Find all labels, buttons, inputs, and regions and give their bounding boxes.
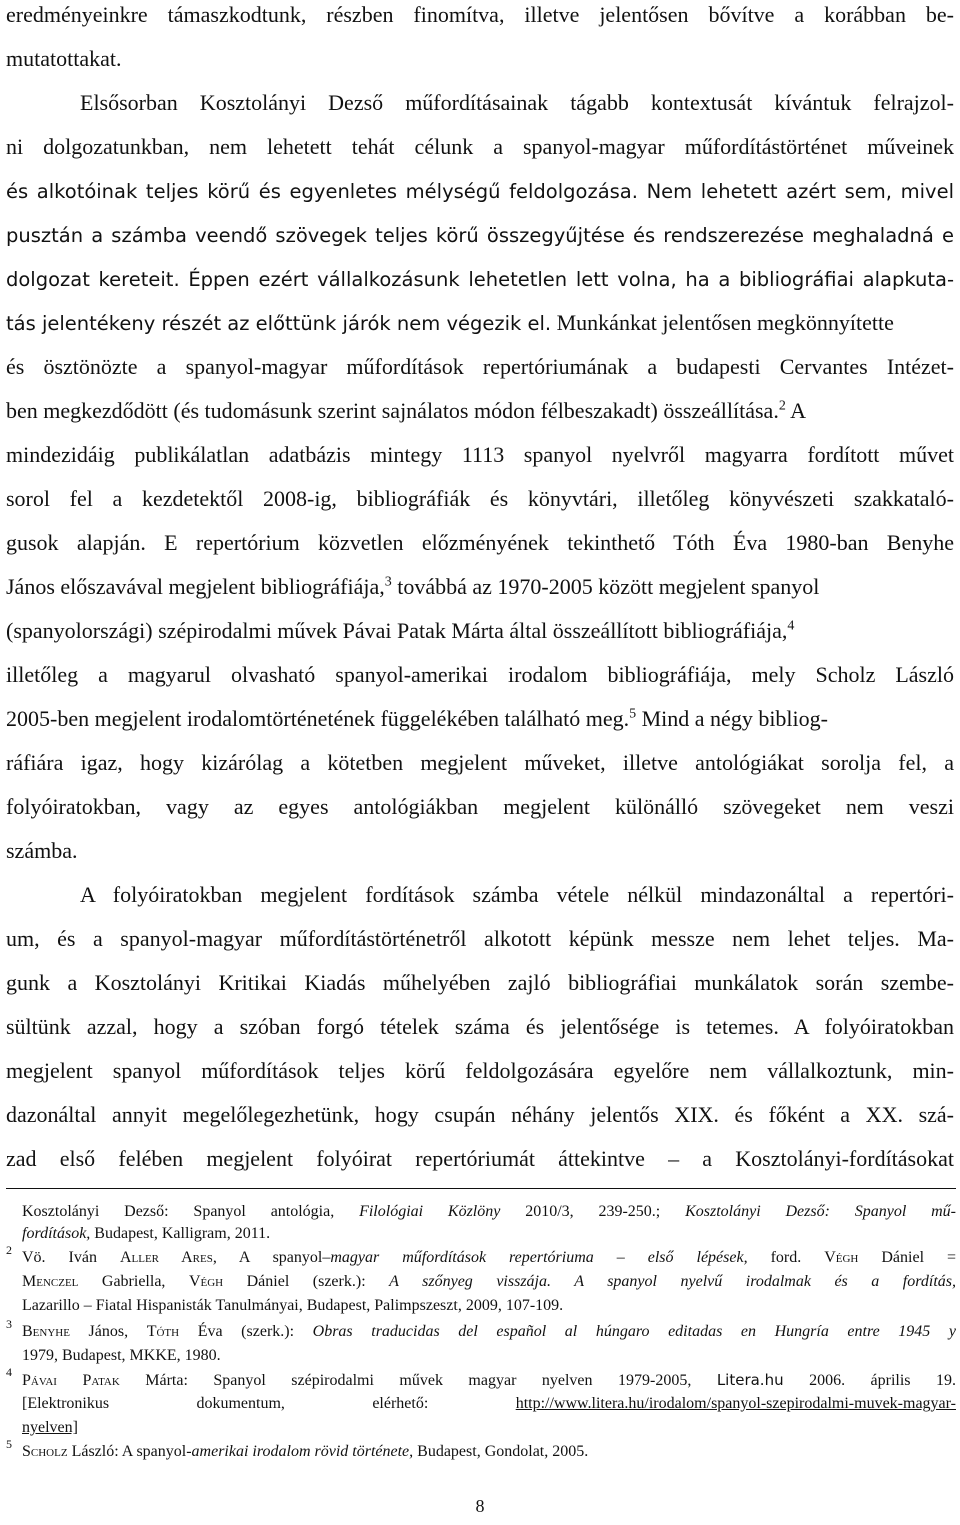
text: mutatottakat. [6,46,122,71]
text-line [6,1056,954,1100]
text: Pávai Patak [22,1372,120,1389]
text: 1979, Budapest, MKKE, 1980. [22,1347,221,1364]
footnote-line [22,1202,956,1224]
footnote-number: 4 [6,1365,12,1379]
text: [Elektronikus dokumentum, elérhető: [22,1395,516,1412]
text: -amerikai irodalom rövid története, [186,1443,414,1460]
text: mindezidáig publikálatlan adatbázis mintegy 1113 spanyol nyelvről magyarra fordított művet [6,442,954,467]
footnote-number: 3 [6,1317,12,1331]
text: gusok alapján. E repertórium közvetlen előzményének tekinthető Tóth Éva 1980-ban Benyhe [6,530,954,555]
text-line [6,1144,954,1188]
text: Tóth [146,1323,180,1340]
text: Litera.hu [716,1371,784,1389]
text: tás jelentékeny részét az előttünk járók nem végezik el. [6,312,552,335]
text-line [6,1012,954,1056]
text-line [6,132,954,176]
text: Munkánkat jelentősen megkönnyítette [551,310,894,335]
footnote-number: 2 [6,1243,12,1257]
text: Obras traducidas del español al húngaro editadas en Hungría entre 1945 y [312,1323,957,1340]
text-line [6,572,954,616]
text: számba. [6,838,78,863]
text: gunk a Kosztolányi Kritikai Kiadás műhelyében zajló bibliográfiai munkálatok során szembe- [6,970,954,995]
text: Dániel (szerk.): [223,1273,390,1290]
text-line [6,1100,954,1144]
text: A folyóiratokban megjelent fordítások számba vétele nélkül mindazonáltal a repertóri- [80,882,954,907]
text: Márta: Spanyol szépirodalmi művek magyar nyelven 1979-2005, [119,1372,717,1389]
text: –magyar műfordítások repertóriuma – első lépések, [322,1249,748,1266]
text-line [6,440,954,484]
text: folyóiratokban, vagy az egyes antológiákban megjelent különálló szövegeket nem veszi [6,794,954,819]
text: Budapest, Gondolat, 2005. [413,1443,589,1460]
text: Vö. Iván [22,1249,120,1266]
text-line [6,308,954,352]
text-line [6,704,954,748]
text: 2006. április 19. [783,1372,957,1389]
text-line [6,924,954,968]
text: , A spanyol [212,1249,323,1266]
text: László: A spanyol [67,1443,187,1460]
page-number: 8 [475,1496,485,1516]
text: Végh [824,1249,859,1266]
text: ford. [747,1249,825,1266]
text: ben megkezdődött (és tudomásunk szerint sajnálatos módon félbeszakadt) összeállítása. [6,398,779,423]
footnote-line [22,1442,956,1464]
text: Dániel = [858,1249,957,1266]
text: A [785,398,807,423]
text: és alkotóinak teljes körű és egyenletes mélységű feldolgozása. [6,180,638,203]
footnote-line [22,1248,956,1270]
text: dazonáltal annyit megelőlegezhetünk, hogy csupán néhány jelentős XIX. és főként a XX. szá- [6,1102,954,1127]
text-line [6,968,954,1012]
source-link[interactable]: http://www.litera.hu/irodalom/spanyol-szepirodalmi-muvek-magyar- [515,1395,956,1412]
text: A szőnyeg visszája. A spanyol nyelvű irodalmak és a fordítás, [389,1273,956,1290]
footnote-line [22,1418,956,1440]
text-line [6,44,954,88]
footnote-marker: 2 [778,398,786,414]
footnote-line [22,1346,956,1368]
text-line [6,792,954,836]
footnote-line [22,1322,956,1344]
text: Mind a négy bibliog- [636,706,828,731]
text-line [6,0,954,44]
footnote-line [22,1370,956,1392]
text: eredményeinkre támaszkodtunk, részben finomítva, illetve jelentősen bővítve a korábban be- [6,2,954,27]
text: zad első felében megjelent folyóirat repertóriumát áttekintve – a Kosztolányi-fordításokat [6,1146,954,1171]
text-line [6,264,954,308]
footnote-number: 5 [6,1437,12,1451]
text: um, és a spanyol-magyar műfordítástörténetről alkotott képünk messze nem lehet teljes. Ma- [6,926,954,951]
text: Filológiai Közlöny [359,1203,501,1220]
text: ni dolgozatunkban, nem lehetett tehát célunk a spanyol-magyar műfordítástörténet műveinek [6,134,954,159]
text: 2010/3, 239-250.; [500,1203,686,1220]
text: Scholz [22,1443,68,1460]
text: dolgozat kereteit. [6,268,180,291]
text-line [6,528,954,572]
footnote-marker: 4 [787,618,795,634]
text-line [6,836,954,880]
footnote-divider [6,1188,956,1189]
text: sültünk azzal, hogy a szóban forgó tételek száma és jelentősége is tetemes. A folyóiratokban [6,1014,954,1039]
text: Lazarillo – Fiatal Hispanisták Tanulmányai, Budapest, Palimpszeszt, 2009, 107-109. [22,1297,564,1314]
text: Benyhe [22,1323,70,1340]
text: Éva (szerk.): [179,1323,313,1340]
footnote-line [22,1272,956,1294]
text-line [6,748,954,792]
text: Éppen ezért vállalkozásunk lehetetlen lett volna, ha a bibliográfiai alapkuta- [179,268,955,291]
text-line [6,484,954,528]
footnote-marker: 5 [629,706,637,722]
text-line [6,396,954,440]
footnote-line [22,1224,956,1246]
text-line [6,352,954,396]
text: Kosztolányi Dezső: Spanyol antológia, [22,1203,360,1220]
text: pusztán a számba veendő szövegek teljes körű összegyűjtése és rendszerezése meghaladná e [6,224,954,247]
text: illetőleg a magyarul olvasható spanyol-amerikai irodalom bibliográfiája, mely Scholz László [6,662,954,687]
text: Budapest, Kalligram, 2011. [90,1225,271,1242]
text-line [80,88,954,132]
text-line [80,880,954,924]
footnote-line [22,1296,956,1318]
text: sorol fel a kezdetektől 2008-ig, bibliográfiák és könyvtári, illetőleg könyvészeti szakkataló- [6,486,954,511]
text: és ösztönözte a spanyol-magyar műfordítások repertóriumának a budapesti Cervantes Intézet- [6,354,954,379]
text-line [6,176,954,220]
text: ráfiára igaz, hogy kizárólag a kötetben megjelent műveket, illetve antológiákat sorolja fel, a [6,750,954,775]
text: János előszavával megjelent bibliográfiája, [6,574,385,599]
text: továbbá az 1970-2005 között megjelent spanyol [391,574,820,599]
text: Aller Ares [119,1249,213,1266]
text-line [6,616,954,660]
text: Gabriella, [78,1273,189,1290]
text: Nem lehetett azért sem, mivel [637,180,954,203]
text: Elsősorban Kosztolányi Dezső műfordításainak tágabb kontextusát kívántuk felrajzol- [80,90,954,115]
footnote-line [22,1394,956,1416]
text-line [6,660,954,704]
text: Kosztolányi Dezső: Spanyol mű- [685,1203,957,1220]
text: fordítások, [22,1225,91,1242]
text: János, [69,1323,147,1340]
footnote-marker: 3 [384,574,392,590]
text: megjelent spanyol műfordítások teljes körű feldolgozására egyelőre nem vállalkoztunk, min- [6,1058,954,1083]
text: Végh [188,1273,224,1290]
source-link[interactable]: nyelven] [22,1419,78,1436]
text: Menczel [22,1273,79,1290]
text: 2005-ben megjelent irodalomtörténetének függelékében található meg. [6,706,630,731]
text-line [6,220,954,264]
text: (spanyolországi) szépirodalmi művek Pávai Patak Márta által összeállított bibliográfiája, [6,618,788,643]
